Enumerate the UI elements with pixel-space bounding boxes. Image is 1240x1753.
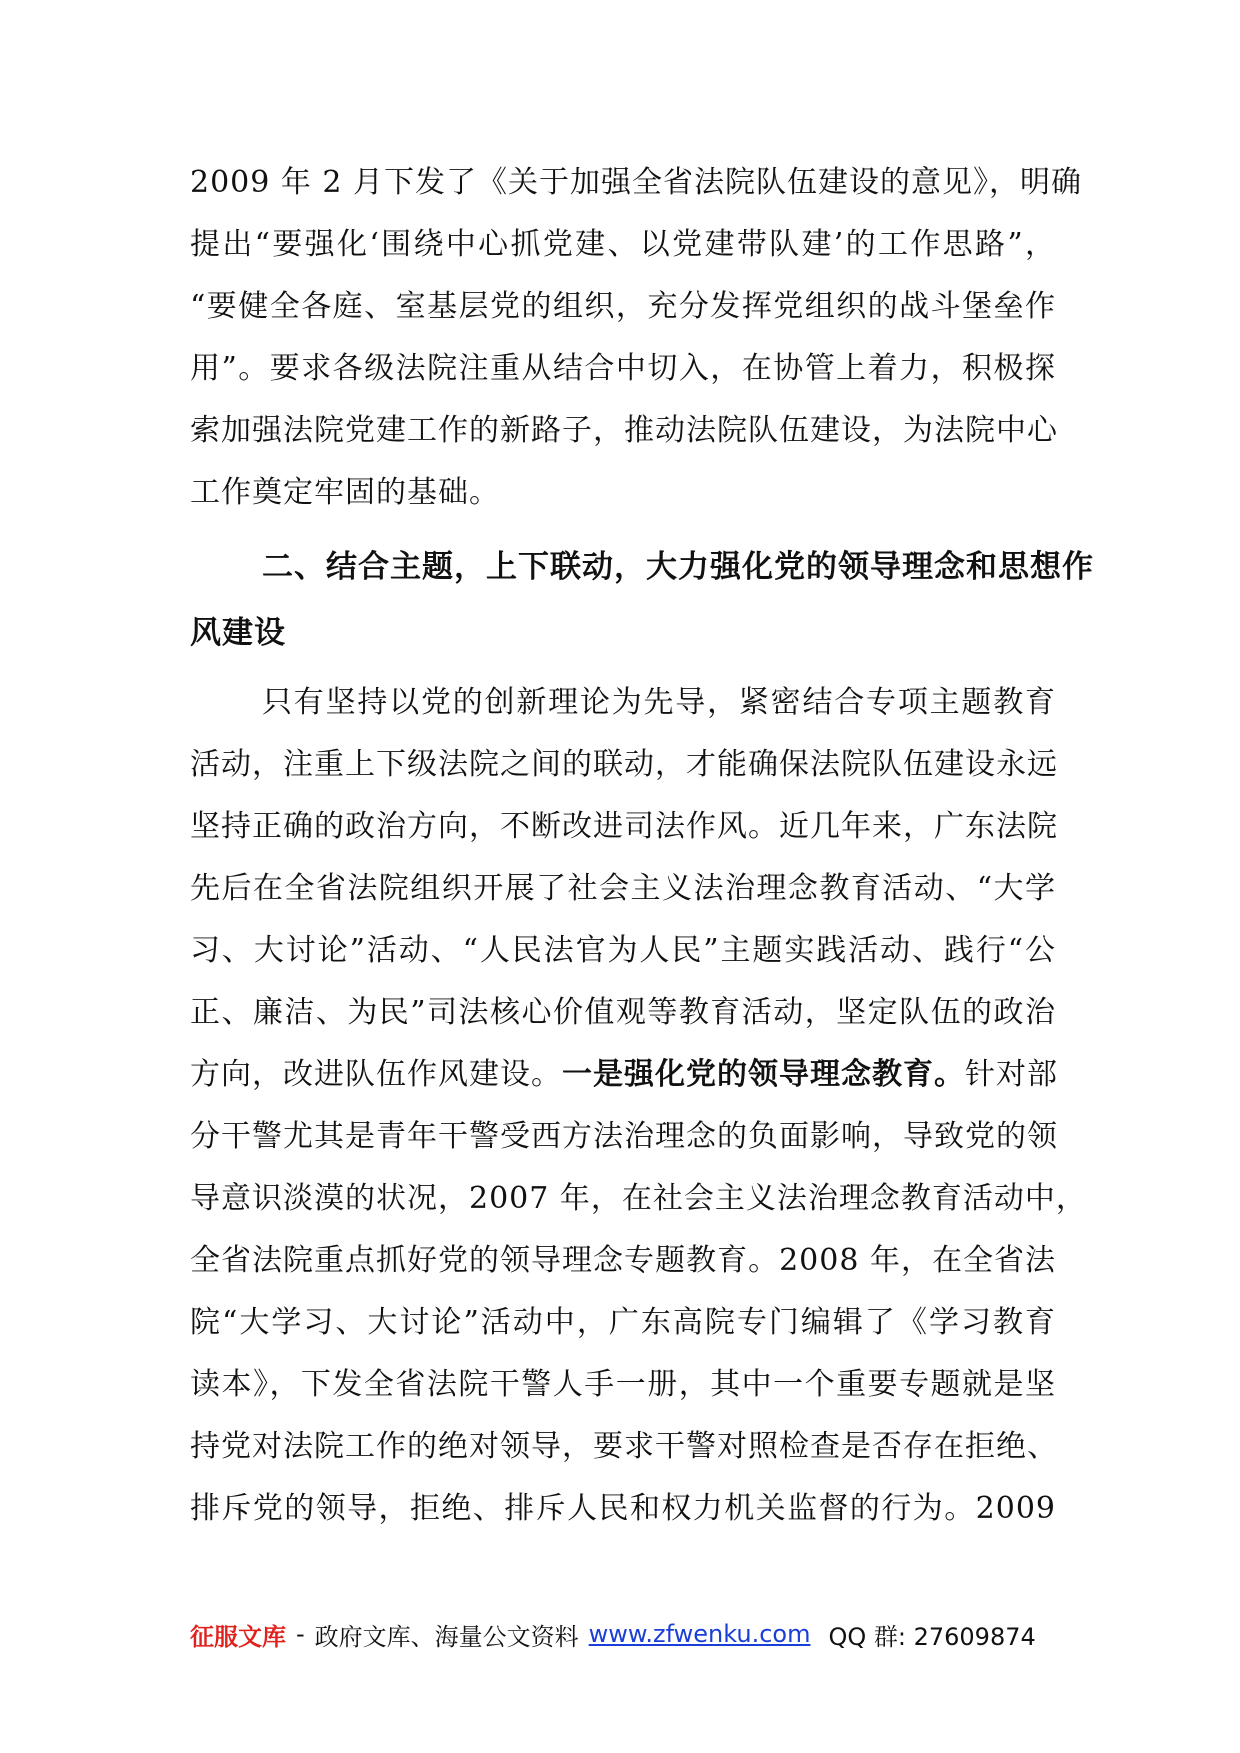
footer-description: 政府文库、海量公文资料 [314, 1622, 579, 1651]
footer-qq-group: QQ 群: 27609874 [828, 1622, 1036, 1651]
page-footer [190, 1612, 1056, 1656]
text-line: 提出“要强化‘围绕中心抓党建、以党建带队建’的工作思路”， [190, 227, 1056, 262]
text-segment: 方向，改进队伍作风建设。 [190, 1057, 562, 1092]
text-line: 坚持正确的政治方向，不断改进司法作风。近几年来，广东法院 [190, 809, 1058, 844]
section-heading [190, 534, 1094, 666]
heading-line: 二、结合主题，上下联动，大力强化党的领导理念和思想作 [262, 549, 1094, 585]
text-line: 先后在全省法院组织开展了社会主义法治理念教育活动、“大学 [190, 871, 1056, 906]
text-line: 排斥党的领导，拒绝、排斥人民和权力机关监督的行为。2009 [190, 1491, 1056, 1526]
text-line: 导意识淡漠的状况，2007 年，在社会主义法治理念教育活动中， [190, 1181, 1087, 1216]
text-line: 工作奠定牢固的基础。 [190, 475, 500, 510]
text-line: 活动，注重上下级法院之间的联动，才能确保法院队伍建设永远 [190, 747, 1058, 782]
text-line: 分干警尤其是青年干警受西方法治理念的负面影响，导致党的领 [190, 1119, 1058, 1154]
paragraph-2 [190, 672, 1087, 1540]
text-line: 2009 年 2 月下发了《关于加强全省法院队伍建设的意见》，明确 [190, 165, 1083, 200]
text-line: 正、廉洁、为民”司法核心价值观等教育活动，坚定队伍的政治 [190, 995, 1056, 1030]
text-line-with-emphasis [190, 1044, 1056, 1106]
footer-website-link[interactable]: www.zfwenku.com [588, 1620, 811, 1648]
text-line: 索加强法院党建工作的新路子，推动法院队伍建设，为法院中心 [190, 413, 1058, 448]
text-line: 只有坚持以党的创新理论为先导，紧密结合专项主题教育 [262, 685, 1056, 720]
text-line: 用”。要求各级法院注重从结合中切入，在协管上着力，积极探 [190, 351, 1056, 386]
text-line: 持党对法院工作的绝对领导，要求干警对照检查是否存在拒绝、 [190, 1429, 1058, 1464]
text-line: 全省法院重点抓好党的领导理念专题教育。2008 年，在全省法 [190, 1243, 1056, 1278]
text-segment: 针对部 [965, 1057, 1058, 1092]
text-line: 读本》，下发全省法院干警人手一册，其中一个重要专题就是坚 [190, 1367, 1056, 1402]
footer-separator: - [296, 1620, 305, 1648]
emphasis-text: 一是强化党的领导理念教育。 [562, 1057, 965, 1092]
heading-line: 风建设 [190, 615, 286, 651]
footer-brand: 征服文库 [190, 1622, 286, 1651]
text-line: 习、大讨论”活动、“人民法官为人民”主题实践活动、践行“公 [190, 933, 1056, 968]
document-body [190, 152, 1094, 1540]
text-line: “要健全各庭、室基层党的组织，充分发挥党组织的战斗堡垒作 [190, 289, 1056, 324]
paragraph-1 [190, 152, 1083, 524]
text-line: 院“大学习、大讨论”活动中，广东高院专门编辑了《学习教育 [190, 1305, 1056, 1340]
